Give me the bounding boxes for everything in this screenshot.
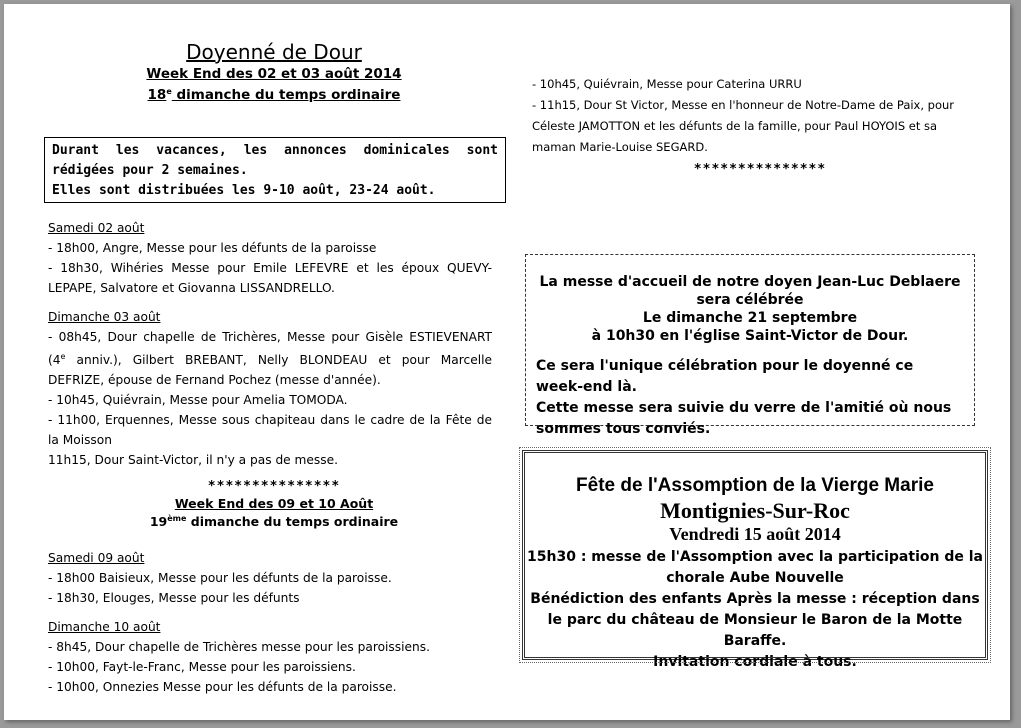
welcome-para-2: Cette messe sera suivie du verre de l'amitié où nous sommes tous conviés.	[536, 400, 952, 437]
welcome-line-2: sera célébrée	[696, 292, 804, 308]
welcome-mass-title	[526, 273, 974, 345]
schedule-continuation	[532, 74, 982, 158]
schedule-weekend-2	[48, 548, 492, 697]
dimanche-03-item1-post: anniv.), Gilbert BREBANT, Nelly BLONDEAU et pour Marcelle DEFRIZE, épouse de Fernand Pochez (messe d'année).	[48, 353, 492, 387]
dimanche-03-item: - 11h00, Erquennes, Messe sous chapiteau dans le cadre de la Fête de la Moisson	[48, 413, 492, 447]
dimanche-03-item: - 10h45, Quiévrain, Messe pour Amelia TOMODA.	[48, 393, 348, 407]
notice-line-2: Elles sont distribuées les 9-10 août, 23-24 août.	[52, 183, 436, 198]
samedi-09-item: - 18h00 Baisieux, Messe pour les défunts de la paroisse.	[48, 571, 392, 585]
sunday-2-num: 19	[149, 514, 168, 529]
assumption-line-blessing: Bénédiction des enfants Après la messe : réception dans le parc du château de Monsieur le Baron de la Motte Baraffe.	[530, 591, 980, 649]
samedi-02-heading: Samedi 02 août	[48, 221, 145, 235]
page-title: Doyenné de Dour	[186, 40, 362, 64]
dimanche-03-item	[48, 327, 492, 390]
welcome-mass-details	[526, 356, 974, 440]
welcome-para-1: Ce sera l'unique célébration pour le doyenné ce week-end là.	[536, 358, 914, 395]
assumption-line-mass: 15h30 : messe de l'Assomption avec la participation de la chorale Aube Nouvelle	[527, 549, 983, 586]
sunday-2-heading	[44, 514, 504, 529]
dimanche-03-item: 11h15, Dour Saint-Victor, il n'y a pas de messe.	[48, 453, 338, 467]
samedi-02-item: - 18h00, Angre, Messe pour les défunts de la paroisse	[48, 241, 377, 255]
assumption-title: Fête de l'Assomption de la Vierge Marie	[576, 475, 934, 496]
document-page	[4, 4, 1010, 720]
samedi-09-item: - 18h30, Elouges, Messe pour les défunts	[48, 591, 300, 605]
dimanche-10-item: - 10h00, Onnezies Messe pour les défunts de la paroisse.	[48, 680, 397, 694]
vacation-notice-box	[44, 137, 506, 203]
assumption-details	[525, 547, 985, 673]
sunday-1-heading	[44, 87, 504, 103]
welcome-mass-box	[525, 254, 975, 437]
assumption-line-invitation: Invitation cordiale à tous.	[653, 654, 857, 670]
sunday-2-sup: ème	[167, 514, 187, 523]
dimanche-10-heading: Dimanche 10 août	[48, 620, 161, 634]
welcome-line-3: Le dimanche 21 septembre	[642, 310, 858, 326]
separator-left: ***************	[207, 479, 341, 494]
dimanche-03-item1-sup: e	[60, 352, 66, 361]
sunday-1-sup: e	[166, 87, 172, 96]
right-item: - 10h45, Quiévrain, Messe pour Caterina URRU	[532, 77, 802, 91]
dimanche-10-item: - 10h00, Fayt-le-Franc, Messe pour les paroissiens.	[48, 660, 356, 674]
samedi-09-heading: Samedi 09 août	[48, 551, 145, 565]
sunday-1-rest: dimanche du temps ordinaire	[171, 87, 401, 103]
samedi-02-item: - 18h30, Wihéries Messe pour Emile LEFEVRE et les époux QUEVY-LEPAPE, Salvatore et Giovanna LISSANDRELLO.	[48, 261, 492, 295]
dimanche-03-item1-pre: - 08h45, Dour chapelle de Trichères, Messe pour Gisèle ESTIEVENART (4	[48, 330, 492, 367]
welcome-line-4: à 10h30 en l'église Saint-Victor de Dour.	[591, 328, 909, 344]
assumption-place: Montignies-Sur-Roc	[660, 498, 850, 523]
welcome-line-1: La messe d'accueil de notre doyen Jean-Luc Deblaere	[539, 274, 961, 290]
separator-right: ***************	[693, 162, 827, 177]
assumption-date: Vendredi 15 août 2014	[669, 524, 841, 544]
weekend-1-heading: Week End des 02 et 03 août 2014	[146, 66, 402, 82]
dimanche-03-heading: Dimanche 03 août	[48, 310, 161, 324]
assumption-feast-box	[522, 450, 988, 670]
weekend-2-heading: Week End des 09 et 10 Août	[174, 496, 374, 511]
notice-line-1: Durant les vacances, les annonces dominicales sont rédigées pour 2 semaines.	[52, 143, 498, 178]
schedule-weekend-1	[48, 218, 492, 470]
right-item: - 11h15, Dour St Victor, Messe en l'honneur de Notre-Dame de Paix, pour Céleste JAMOTTON et les défunts de la famille, pour Paul HOYOIS et sa maman Marie-Louise SEGARD.	[532, 98, 955, 154]
sunday-1-num: 18	[147, 87, 167, 103]
dimanche-10-item: - 8h45, Dour chapelle de Trichères messe pour les paroissiens.	[48, 640, 430, 654]
sunday-2-rest: dimanche du temps ordinaire	[186, 514, 399, 529]
